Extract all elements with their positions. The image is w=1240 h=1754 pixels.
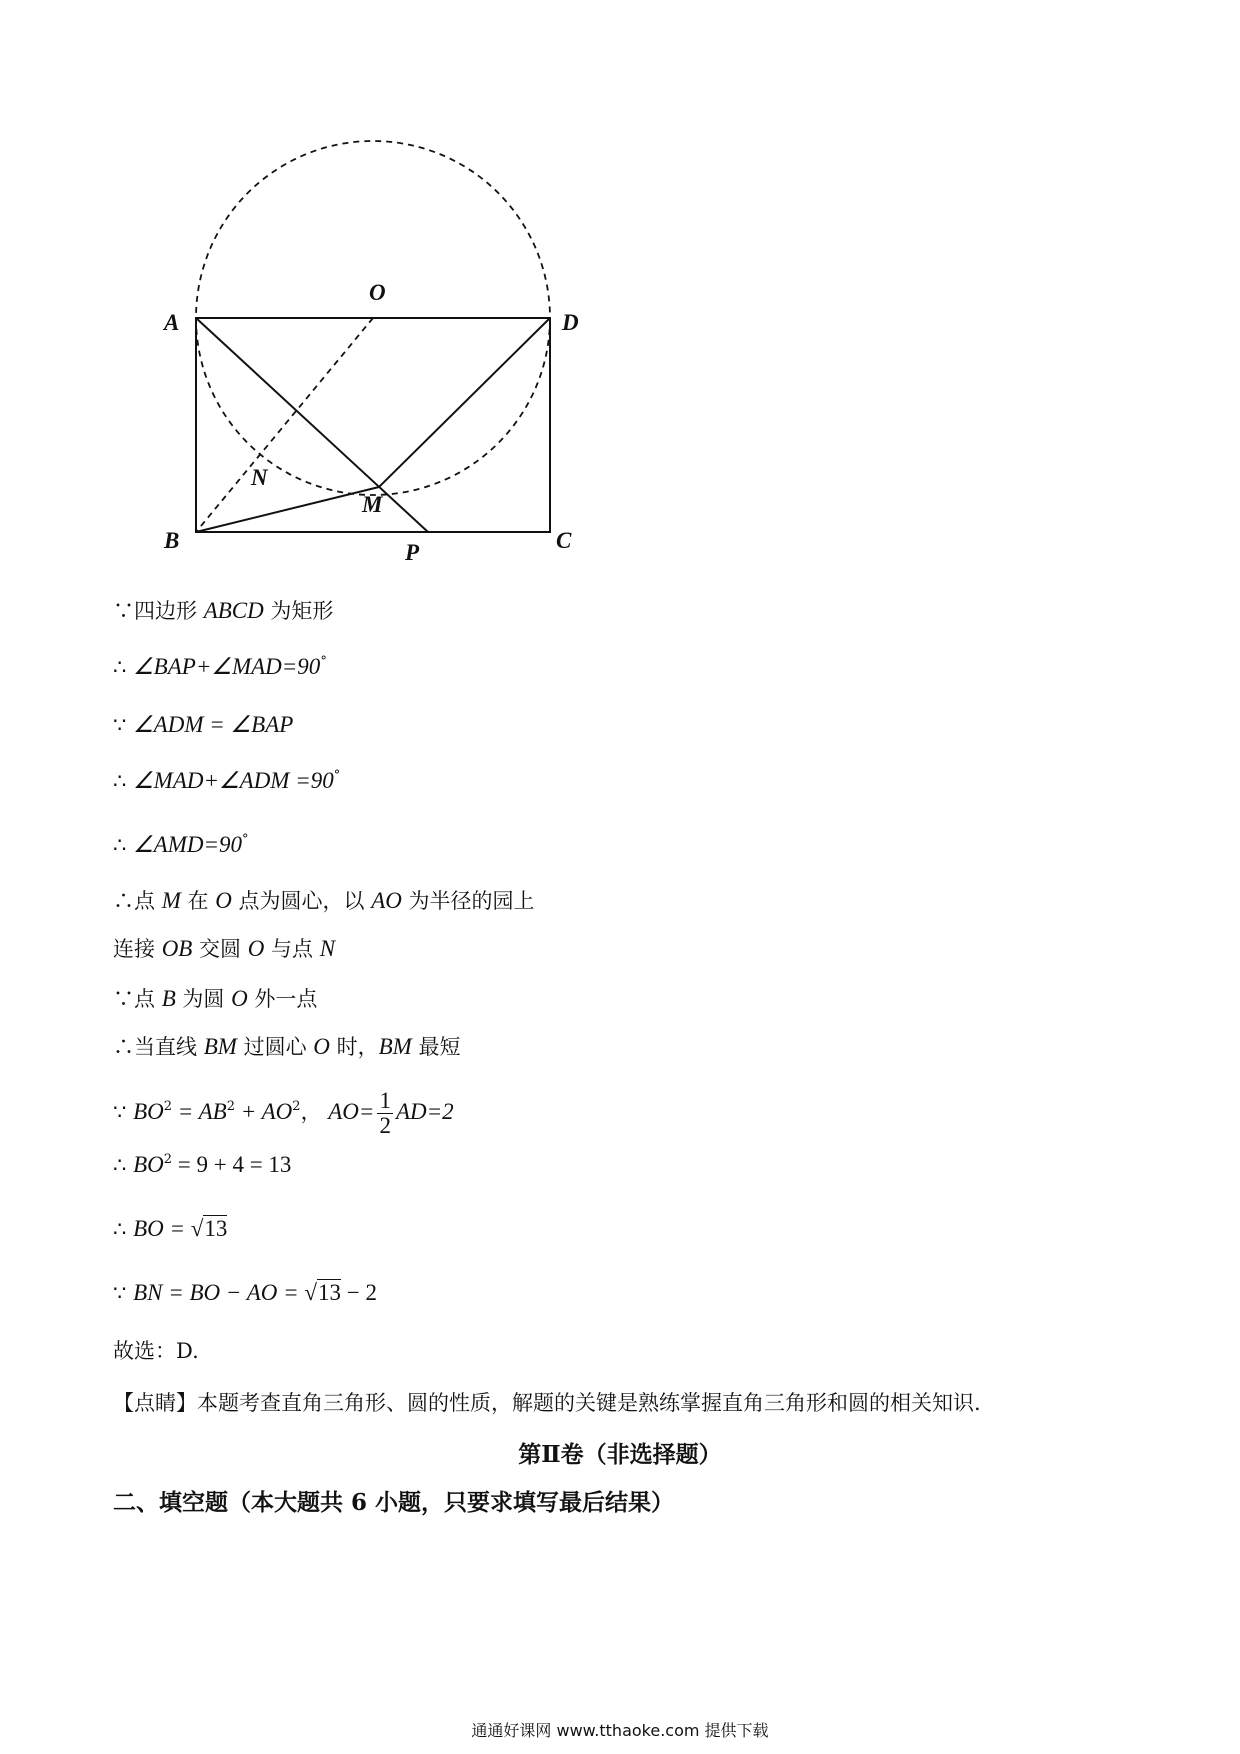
square-root: √13 <box>190 1216 228 1241</box>
square-root: √13 <box>304 1280 342 1305</box>
step-3: ∵ ∠ADM = ∠BAP <box>113 712 294 737</box>
section-title: 第Ⅱ卷（非选择题） <box>518 1441 722 1468</box>
part-title: 二、填空题（本大题共 6 小题，只要求填写最后结果） <box>113 1489 675 1516</box>
label-o: O <box>369 280 386 305</box>
therefore-symbol: ∴ <box>113 655 127 679</box>
step-11: ∴ $BO^2 = 9 + 4 = 13$ <box>113 1152 292 1177</box>
step-6: ∴点 M 在 O 点为圆心，以 AO 为半径的园上 <box>113 888 535 913</box>
step-1: ∵四边形 ABCD 为矩形 <box>113 598 334 623</box>
label-a: A <box>164 310 180 335</box>
comment-line: 【点睛】本题考查直角三角形、圆的性质，解题的关键是熟练掌握直角三角形和圆的相关知识. <box>113 1391 981 1415</box>
step-5: ∴ ∠AMD=90° <box>113 832 249 857</box>
step-13: ∵ BN = BO − AO = √13 − 2 <box>113 1280 378 1305</box>
label-d: D <box>562 310 579 335</box>
step-7: 连接 OB 交圆 O 与点 N <box>113 936 336 961</box>
label-p: P <box>405 540 420 565</box>
step-8: ∵点 B 为圆 O 外一点 <box>113 986 318 1011</box>
therefore-symbol: ∴ <box>113 769 127 793</box>
answer-line: 故选：D. <box>113 1339 199 1363</box>
step-4: ∴ ∠MAD+∠ADM =90° <box>113 768 341 793</box>
geometry-figure <box>150 120 590 580</box>
because-symbol: ∵ <box>113 713 127 737</box>
step-9: ∴当直线 BM 过圆心 O 时，BM 最短 <box>113 1034 461 1059</box>
step-12: ∴ BO = √13 <box>113 1216 228 1241</box>
label-n: N <box>251 465 268 490</box>
segment-dm <box>379 318 550 487</box>
segment-ob <box>196 318 373 532</box>
step-2: ∴ ∠BAP+∠MAD=90° <box>113 654 327 679</box>
label-m: M <box>362 492 383 517</box>
therefore-symbol: ∴ <box>113 833 127 857</box>
label-c: C <box>556 528 572 553</box>
segment-bm <box>196 487 379 532</box>
step-10: ∵ $BO^2 = AB^2 + AO^2$， AO= $\frac{1}{2}$ AD=2 <box>113 1088 454 1138</box>
label-b: B <box>164 528 180 553</box>
because-symbol: ∵ <box>113 599 134 623</box>
segment-ap <box>196 318 428 532</box>
fraction-one-half: $\frac{1}{2}$ <box>379 1088 391 1138</box>
page-footer: 通通好课网 www.tthaoke.com 提供下载 <box>471 1721 769 1740</box>
